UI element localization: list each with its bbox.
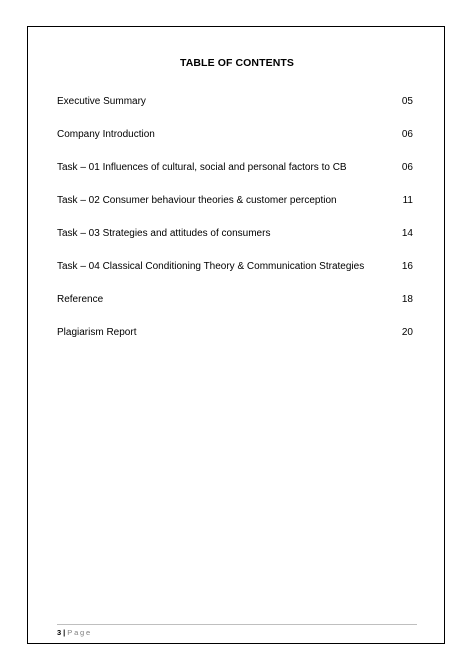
footer-separator: | [63, 628, 66, 637]
toc-entry-label: Task – 02 Consumer behaviour theories & customer perception [57, 195, 337, 206]
toc-entry-label: Task – 04 Classical Conditioning Theory & Communication Strategies [57, 261, 365, 272]
toc-entry-task-01 [57, 162, 413, 195]
toc-entry-page: 05 [401, 96, 413, 107]
footer-page-word: Page [67, 628, 92, 637]
page-footer [57, 624, 417, 637]
toc-title: TABLE OF CONTENTS [179, 57, 295, 69]
toc-entry-label: Reference [57, 294, 104, 305]
toc-entry-reference [57, 294, 413, 327]
toc-entry-plagiarism-report [57, 327, 413, 360]
toc-list [57, 96, 413, 360]
toc-entry-page: 18 [401, 294, 413, 305]
footer-page-number: 3 [57, 628, 62, 637]
toc-entry-task-04 [57, 261, 413, 294]
toc-entry-page: 06 [401, 162, 413, 173]
toc-entry-page: 06 [401, 129, 413, 140]
toc-entry-page: 16 [401, 261, 413, 272]
toc-entry-page: 20 [401, 327, 413, 338]
toc-entry-task-02 [57, 195, 413, 228]
toc-entry-label: Plagiarism Report [57, 327, 137, 338]
toc-entry-label: Company Introduction [57, 129, 155, 140]
toc-entry-executive-summary [57, 96, 413, 129]
toc-entry-page: 11 [402, 195, 413, 206]
toc-entry-company-introduction [57, 129, 413, 162]
toc-entry-page: 14 [401, 228, 413, 239]
toc-entry-task-03 [57, 228, 413, 261]
toc-entry-label: Task – 01 Influences of cultural, social and personal factors to CB [57, 162, 347, 173]
toc-entry-label: Task – 03 Strategies and attitudes of consumers [57, 228, 271, 239]
toc-entry-label: Executive Summary [57, 96, 146, 107]
